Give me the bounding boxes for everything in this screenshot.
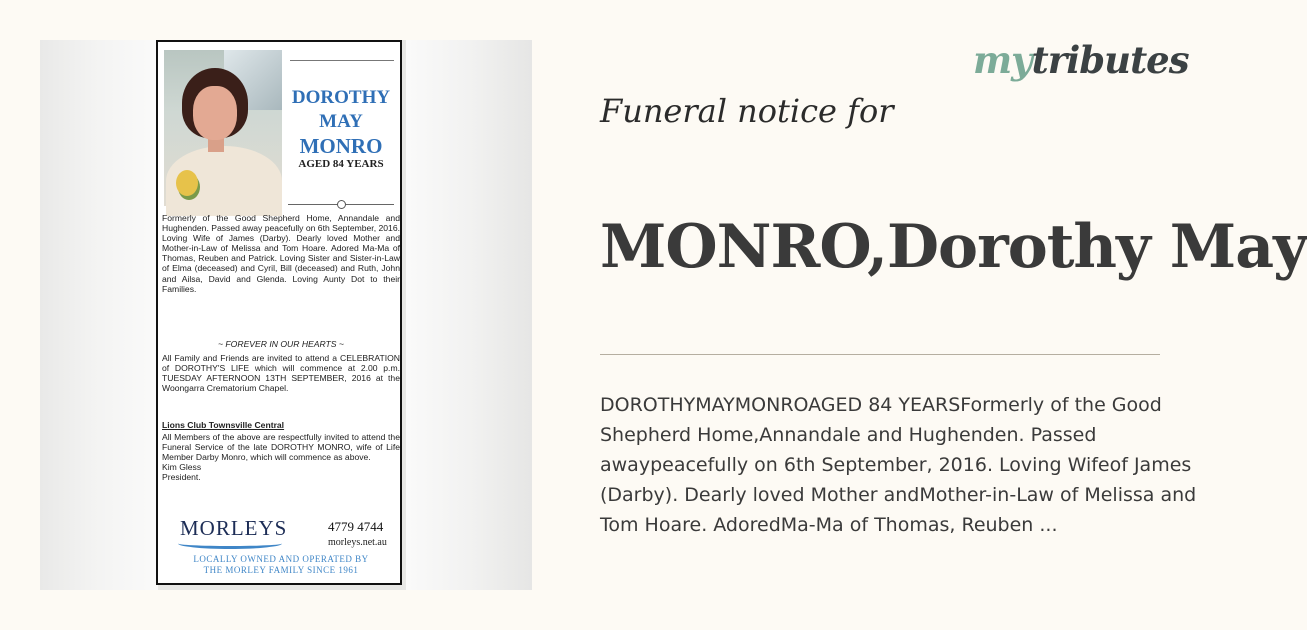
notice-age: AGED 84 YEARS <box>298 158 384 170</box>
mytributes-logo[interactable] <box>973 38 1189 82</box>
notice-surname: MONRO <box>299 134 383 158</box>
portrait-photo <box>164 50 282 206</box>
blur-background-left <box>40 40 158 590</box>
service-details-text: All Family and Friends are invited to attend a CELEBRATION of DOROTHY'S LIFE which will commence at 2.00 p.m. TUESDAY AFTERNOON 13TH SEPTEMBER, 2016 at the Woongarra Crematorium Chapel. <box>162 353 400 394</box>
notice-image-panel <box>40 40 532 590</box>
ornament-dot <box>337 200 346 209</box>
funeral-home-phone: 4779 4744 <box>328 519 384 534</box>
logo-tributes: tributes <box>1031 38 1189 82</box>
notice-body-text: Formerly of the Good Shepherd Home, Annandale and Hughenden. Passed away peacefully on 6th September, 2016. Loving Wife of James (Darby). Dearly loved Mother and Mother-in-Law of Melissa and Tom Hoare. Adored Ma-Ma of Thomas, Reuben and Patrick. Loving Sister and Sister-in-Law of Elma (deceased) and Cyril, Bill (deceased) and Ruth, John and Ailsa, David and Glenda. Loving Aunty Dot to their Families. <box>162 213 400 294</box>
tagline-line-1: LOCALLY OWNED AND OPERATED BY <box>193 554 369 564</box>
lions-club-text: All Members of the above are respectfully invited to attend the Funeral Service of the late DOROTHY MONRO, wife of Life Member Darby Monro, which will commence as above. Kim Gless President. <box>162 432 400 483</box>
tagline-line-2: THE MORLEY FAMILY SINCE 1961 <box>203 565 359 575</box>
funeral-home-website: morleys.net.au <box>328 537 387 548</box>
page-subtitle: Funeral notice for <box>600 92 894 130</box>
logo-my: my <box>973 38 1032 82</box>
forever-line: ~ FOREVER IN OUR HEARTS ~ <box>218 339 344 349</box>
top-rule <box>290 60 394 61</box>
notice-excerpt: DOROTHYMAYMONROAGED 84 YEARSFormerly of the Good Shepherd Home,Annandale and Hughenden. Passed awaypeacefully on 6th September, 2016. Loving Wifeof James (Darby). Dearly loved Mother andMother-in-Law of Melissa and Tom Hoare. AdoredMa-Ma of Thomas, Reuben ... <box>600 394 1197 536</box>
funeral-notice-clipping <box>156 40 402 585</box>
notice-middle-name: MAY <box>319 111 363 132</box>
blur-background-right <box>406 40 532 590</box>
notice-first-name: DOROTHY <box>291 87 391 108</box>
page-title: MONRO,Dorothy May <box>600 212 1307 282</box>
wave-graphic <box>178 538 282 549</box>
title-divider <box>600 354 1160 355</box>
lions-club-heading: Lions Club Townsville Central <box>162 420 285 430</box>
funeral-home-logo: MORLEYS <box>180 516 288 540</box>
